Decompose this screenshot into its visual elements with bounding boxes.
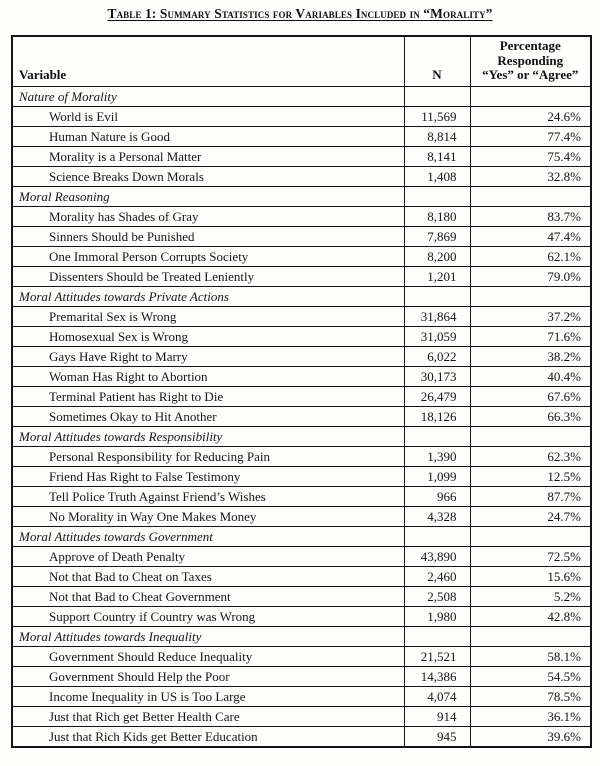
pct-cell: 71.6% bbox=[470, 326, 591, 346]
section-label: Moral Reasoning bbox=[12, 186, 404, 206]
table-row bbox=[12, 486, 591, 506]
table-row bbox=[12, 206, 591, 226]
table-body bbox=[12, 86, 591, 747]
table-row bbox=[12, 466, 591, 486]
column-header-variable: Variable bbox=[12, 36, 404, 86]
section-pct-cell-empty bbox=[470, 626, 591, 646]
table-row bbox=[12, 646, 591, 666]
n-cell: 6,022 bbox=[404, 346, 470, 366]
pct-cell: 87.7% bbox=[470, 486, 591, 506]
section-row bbox=[12, 186, 591, 206]
variable-cell: Human Nature is Good bbox=[12, 126, 404, 146]
table-row bbox=[12, 126, 591, 146]
section-n-cell-empty bbox=[404, 526, 470, 546]
column-header-percentage bbox=[470, 36, 591, 86]
n-cell: 14,386 bbox=[404, 666, 470, 686]
n-cell: 914 bbox=[404, 706, 470, 726]
table-row bbox=[12, 566, 591, 586]
variable-cell: Friend Has Right to False Testimony bbox=[12, 466, 404, 486]
pct-cell: 67.6% bbox=[470, 386, 591, 406]
section-n-cell-empty bbox=[404, 186, 470, 206]
variable-cell: Support Country if Country was Wrong bbox=[12, 606, 404, 626]
section-row bbox=[12, 426, 591, 446]
section-row bbox=[12, 86, 591, 106]
table-row bbox=[12, 266, 591, 286]
n-cell: 7,869 bbox=[404, 226, 470, 246]
table-row bbox=[12, 386, 591, 406]
pct-cell: 62.3% bbox=[470, 446, 591, 466]
pct-cell: 66.3% bbox=[470, 406, 591, 426]
n-cell: 11,569 bbox=[404, 106, 470, 126]
section-pct-cell-empty bbox=[470, 86, 591, 106]
n-cell: 31,864 bbox=[404, 306, 470, 326]
n-cell: 8,200 bbox=[404, 246, 470, 266]
pct-cell: 62.1% bbox=[470, 246, 591, 266]
pct-cell: 75.4% bbox=[470, 146, 591, 166]
pct-cell: 39.6% bbox=[470, 726, 591, 747]
pct-cell: 78.5% bbox=[470, 686, 591, 706]
pct-cell: 77.4% bbox=[470, 126, 591, 146]
pct-cell: 24.6% bbox=[470, 106, 591, 126]
pct-cell: 83.7% bbox=[470, 206, 591, 226]
variable-cell: One Immoral Person Corrupts Society bbox=[12, 246, 404, 266]
table-row bbox=[12, 406, 591, 426]
variable-cell: Dissenters Should be Treated Leniently bbox=[12, 266, 404, 286]
percentage-header-line-2: Responding bbox=[497, 52, 564, 68]
section-label: Moral Attitudes towards Inequality bbox=[12, 626, 404, 646]
variable-cell: Just that Rich get Better Health Care bbox=[12, 706, 404, 726]
percentage-header-line-3: “Yes” or “Agree” bbox=[482, 67, 579, 82]
n-cell: 21,521 bbox=[404, 646, 470, 666]
variable-cell: Not that Bad to Cheat on Taxes bbox=[12, 566, 404, 586]
section-label: Moral Attitudes towards Government bbox=[12, 526, 404, 546]
table-header bbox=[12, 36, 591, 86]
pct-cell: 15.6% bbox=[470, 566, 591, 586]
section-pct-cell-empty bbox=[470, 426, 591, 446]
variable-cell: Gays Have Right to Marry bbox=[12, 346, 404, 366]
section-n-cell-empty bbox=[404, 426, 470, 446]
pct-cell: 58.1% bbox=[470, 646, 591, 666]
n-cell: 43,890 bbox=[404, 546, 470, 566]
variable-cell: World is Evil bbox=[12, 106, 404, 126]
variable-cell: Terminal Patient has Right to Die bbox=[12, 386, 404, 406]
variable-cell: Premarital Sex is Wrong bbox=[12, 306, 404, 326]
n-cell: 1,201 bbox=[404, 266, 470, 286]
variable-cell: Science Breaks Down Morals bbox=[12, 166, 404, 186]
pct-cell: 40.4% bbox=[470, 366, 591, 386]
n-cell: 31,059 bbox=[404, 326, 470, 346]
section-pct-cell-empty bbox=[470, 186, 591, 206]
table-row bbox=[12, 226, 591, 246]
section-n-cell-empty bbox=[404, 626, 470, 646]
table-row bbox=[12, 666, 591, 686]
variable-cell: Homosexual Sex is Wrong bbox=[12, 326, 404, 346]
section-n-cell-empty bbox=[404, 286, 470, 306]
table-row bbox=[12, 146, 591, 166]
variable-cell: Personal Responsibility for Reducing Pain bbox=[12, 446, 404, 466]
n-cell: 18,126 bbox=[404, 406, 470, 426]
pct-cell: 72.5% bbox=[470, 546, 591, 566]
n-cell: 8,180 bbox=[404, 206, 470, 226]
table-caption bbox=[0, 6, 600, 22]
section-n-cell-empty bbox=[404, 86, 470, 106]
pct-cell: 79.0% bbox=[470, 266, 591, 286]
n-cell: 30,173 bbox=[404, 366, 470, 386]
variable-cell: Approve of Death Penalty bbox=[12, 546, 404, 566]
variable-cell: Government Should Reduce Inequality bbox=[12, 646, 404, 666]
section-row bbox=[12, 286, 591, 306]
pct-cell: 36.1% bbox=[470, 706, 591, 726]
n-cell: 8,814 bbox=[404, 126, 470, 146]
n-cell: 1,408 bbox=[404, 166, 470, 186]
pct-cell: 42.8% bbox=[470, 606, 591, 626]
pct-cell: 47.4% bbox=[470, 226, 591, 246]
variable-cell: Just that Rich Kids get Better Education bbox=[12, 726, 404, 747]
variable-cell: Income Inequality in US is Too Large bbox=[12, 686, 404, 706]
variable-cell: No Morality in Way One Makes Money bbox=[12, 506, 404, 526]
summary-statistics-table bbox=[11, 35, 592, 748]
n-cell: 1,980 bbox=[404, 606, 470, 626]
header-row bbox=[12, 36, 591, 86]
table-row bbox=[12, 106, 591, 126]
pct-cell: 54.5% bbox=[470, 666, 591, 686]
variable-cell: Government Should Help the Poor bbox=[12, 666, 404, 686]
n-cell: 2,508 bbox=[404, 586, 470, 606]
pct-cell: 38.2% bbox=[470, 346, 591, 366]
table-row bbox=[12, 166, 591, 186]
n-cell: 2,460 bbox=[404, 566, 470, 586]
table-row bbox=[12, 246, 591, 266]
section-label: Moral Attitudes towards Private Actions bbox=[12, 286, 404, 306]
section-row bbox=[12, 626, 591, 646]
n-cell: 1,390 bbox=[404, 446, 470, 466]
table-row bbox=[12, 326, 591, 346]
pct-cell: 37.2% bbox=[470, 306, 591, 326]
variable-cell: Sometimes Okay to Hit Another bbox=[12, 406, 404, 426]
variable-cell: Tell Police Truth Against Friend’s Wishes bbox=[12, 486, 404, 506]
variable-cell: Not that Bad to Cheat Government bbox=[12, 586, 404, 606]
table-row bbox=[12, 506, 591, 526]
variable-cell: Morality is a Personal Matter bbox=[12, 146, 404, 166]
section-label: Nature of Morality bbox=[12, 86, 404, 106]
table-caption-text: Table 1: Summary Statistics for Variables Included in “Morality” bbox=[107, 6, 493, 21]
percentage-header-line-1: Percentage bbox=[499, 38, 561, 53]
variable-cell: Sinners Should be Punished bbox=[12, 226, 404, 246]
table-row bbox=[12, 586, 591, 606]
n-cell: 1,099 bbox=[404, 466, 470, 486]
column-header-n: N bbox=[404, 36, 470, 86]
n-cell: 966 bbox=[404, 486, 470, 506]
pct-cell: 32.8% bbox=[470, 166, 591, 186]
variable-cell: Morality has Shades of Gray bbox=[12, 206, 404, 226]
variable-cell: Woman Has Right to Abortion bbox=[12, 366, 404, 386]
pct-cell: 12.5% bbox=[470, 466, 591, 486]
table-row bbox=[12, 346, 591, 366]
pct-cell: 24.7% bbox=[470, 506, 591, 526]
n-cell: 8,141 bbox=[404, 146, 470, 166]
table-row bbox=[12, 606, 591, 626]
table-row bbox=[12, 726, 591, 747]
table-row bbox=[12, 706, 591, 726]
section-pct-cell-empty bbox=[470, 286, 591, 306]
table-row bbox=[12, 546, 591, 566]
table-row bbox=[12, 306, 591, 326]
pct-cell: 5.2% bbox=[470, 586, 591, 606]
n-cell: 4,328 bbox=[404, 506, 470, 526]
section-row bbox=[12, 526, 591, 546]
n-cell: 4,074 bbox=[404, 686, 470, 706]
table-row bbox=[12, 366, 591, 386]
section-pct-cell-empty bbox=[470, 526, 591, 546]
table-row bbox=[12, 446, 591, 466]
n-cell: 26,479 bbox=[404, 386, 470, 406]
section-label: Moral Attitudes towards Responsibility bbox=[12, 426, 404, 446]
table-row bbox=[12, 686, 591, 706]
n-cell: 945 bbox=[404, 726, 470, 747]
